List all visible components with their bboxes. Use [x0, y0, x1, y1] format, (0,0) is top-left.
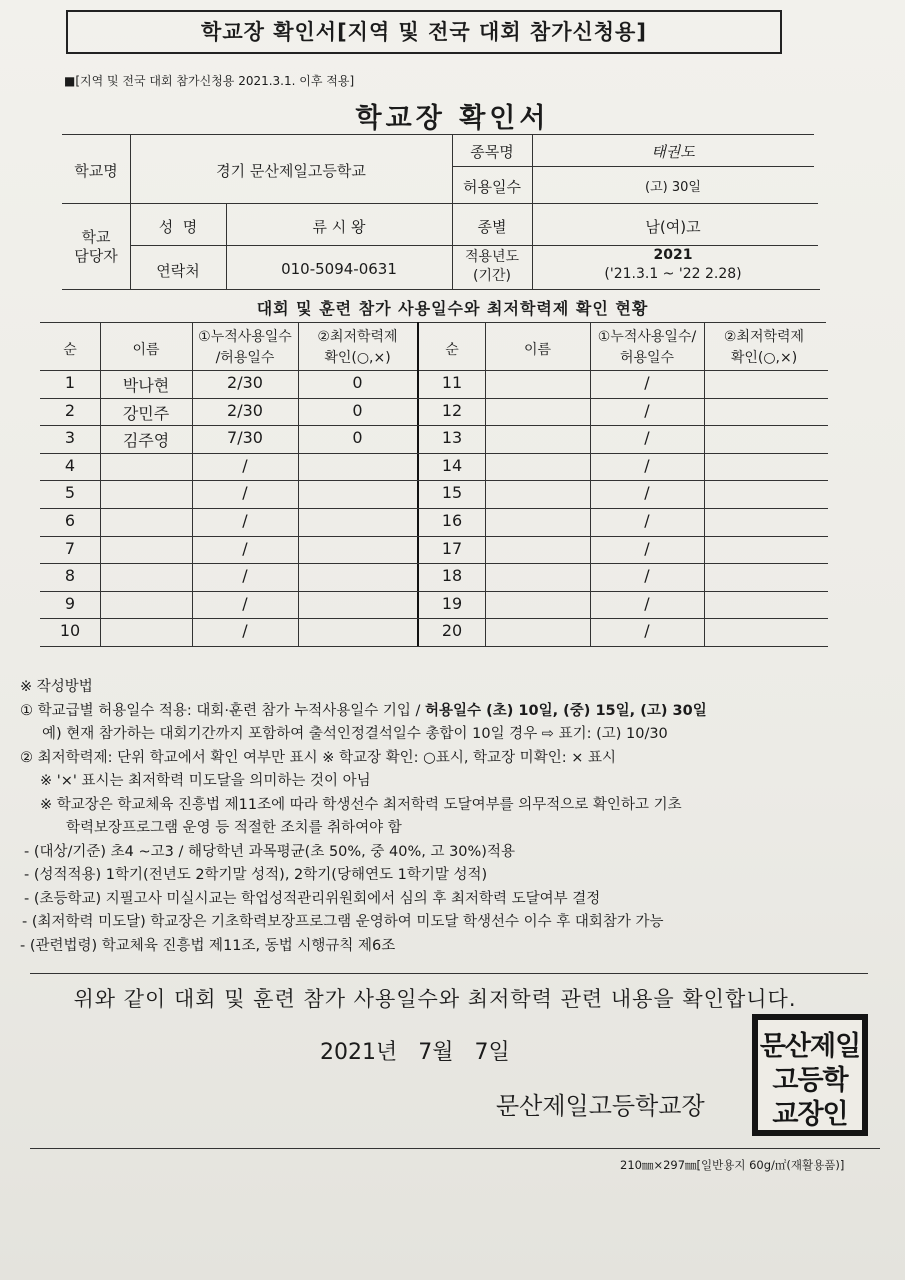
instruction-line-1 — [20, 700, 880, 724]
usage-row-line — [40, 480, 828, 481]
info-line-mid — [62, 203, 818, 204]
right-row-4-days: / — [644, 455, 650, 475]
right-row-2-no: 12 — [441, 400, 463, 420]
usage-vline-7 — [704, 322, 705, 646]
left-row-2-days: 2/30 — [227, 400, 263, 420]
right-row-1-days: / — [644, 373, 650, 392]
left-row-6-no: 6 — [64, 511, 76, 530]
instruction-line-1a: ① 학교급별 허용일수 적용: 대회·훈련 참가 누적사용일수 기입 / — [20, 702, 426, 719]
usage-row-line — [40, 508, 828, 509]
name-label: 성 명 — [158, 218, 198, 236]
seal-row-1: 문산제일 — [759, 1031, 861, 1062]
instruction-line-7: - (대상/기준) 초4 ~고3 / 해당학년 과목평균(초 50%, 중 40%, 고 30%)적용 — [24, 843, 515, 860]
right-row-5-days: / — [644, 483, 650, 503]
right-row-8-no: 18 — [441, 566, 463, 586]
usage-line-top — [40, 322, 826, 323]
manager-label: 학교 담당자 — [74, 228, 118, 265]
instructions-heading: ※ 작성방법 — [20, 679, 93, 695]
right-row-8-days: / — [644, 566, 650, 586]
instruction-line-6: 학력보장프로그램 운영 등 적절한 조치를 취하여야 함 — [66, 820, 402, 836]
left-row-8-days: / — [242, 566, 248, 586]
school-seal — [752, 1014, 868, 1136]
usage-vline-3 — [298, 322, 299, 646]
seal-row-2: 고등학 — [772, 1065, 848, 1096]
right-row-1-no: 11 — [441, 373, 463, 392]
name-value: 류 시 왕 — [312, 218, 366, 236]
right-row-4-no: 14 — [441, 455, 463, 475]
usage-line-header — [40, 370, 828, 371]
instruction-line-8: - (성적적용) 1학기(전년도 2학기말 성적), 2학기(당해연도 1학기말 성적) — [24, 867, 488, 883]
allowed-days-value: (고) 30일 — [645, 180, 701, 195]
instruction-line-3: ② 최저학력제: 단위 학교에서 확인 여부만 표시 ※ 학교장 확인: ○표시, 학교장 미확인: × 표시 — [20, 749, 616, 766]
header-name-right: 이름 — [523, 342, 552, 358]
instruction-line-10: - (최저학력 미도달) 학교장은 기초학력보장프로그램 운영하여 미도달 학생선수 이수 후 대회참가 가능 — [22, 914, 664, 930]
right-row-5-no: 15 — [441, 483, 463, 503]
right-row-6-days: / — [644, 511, 650, 530]
left-row-3-academic: 0 — [352, 428, 363, 448]
period-year: 2021 — [653, 247, 693, 263]
confirmation-date: 2021년 7월 7일 — [320, 1040, 510, 1065]
instruction-line-4: ※ '×' 표시는 최저학력 미도달을 의미하는 것이 아님 — [40, 773, 371, 789]
left-row-7-no: 7 — [64, 538, 76, 558]
usage-row-line — [40, 646, 828, 647]
right-row-7-days: / — [644, 538, 650, 558]
right-row-9-no: 19 — [441, 593, 463, 613]
confirmation-statement: 위와 같이 대회 및 훈련 참가 사용일수와 최저학력 관련 내용을 확인합니다. — [73, 987, 797, 1011]
header-no-left: 순 — [63, 342, 77, 358]
left-row-2-name: 강민주 — [122, 403, 170, 423]
paper-spec-footer: 210㎜×297㎜[일반용지 60g/㎡(재활용품)] — [620, 1158, 845, 1172]
allowed-days-label: 허용일수 — [463, 178, 521, 196]
gender-label: 종별 — [477, 218, 507, 236]
instruction-line-9: - (초등학교) 지필고사 미실시교는 학업성적관리위원회에서 심의 후 최저학력 도달여부 결정 — [24, 890, 601, 907]
right-row-6-no: 16 — [441, 511, 463, 530]
divider-confirm — [30, 973, 868, 974]
left-row-2-no: 2 — [64, 400, 76, 420]
header-academic-left: ②최저학력제 확인(○,×) — [317, 329, 398, 366]
contact-value: 010-5094-0631 — [281, 260, 397, 278]
right-row-7-no: 17 — [441, 538, 463, 558]
left-row-1-no: 1 — [64, 373, 76, 392]
left-row-1-name: 박나현 — [122, 376, 170, 395]
period-label: 적용년도 (기간) — [464, 249, 520, 284]
usage-row-line — [40, 453, 828, 454]
seal-row-3: 교장인 — [772, 1099, 848, 1130]
left-row-3-days: 7/30 — [227, 428, 263, 448]
gender-value: 남(여)고 — [645, 218, 701, 236]
document-title: 학교장 확인서 — [355, 103, 550, 134]
usage-row-line — [40, 536, 828, 537]
instruction-line-5: ※ 학교장은 학교체육 진흥법 제11조에 따라 학생선수 최저학력 도달여부를 의무적으로 확인하고 기초 — [40, 796, 682, 813]
left-row-1-academic: 0 — [352, 373, 363, 392]
sport-value: 태권도 — [651, 143, 695, 161]
left-row-3-name: 김주영 — [122, 431, 170, 451]
left-row-3-no: 3 — [64, 428, 76, 448]
usage-table-title: 대회 및 훈련 참가 사용일수와 최저학력제 확인 현황 — [256, 299, 649, 318]
left-row-6-days: / — [242, 511, 248, 530]
header-days-right: ①누적사용일수/ 허용일수 — [597, 329, 697, 366]
left-row-8-no: 8 — [64, 566, 76, 586]
left-row-5-days: / — [242, 483, 248, 503]
header-name-left: 이름 — [132, 342, 160, 358]
left-row-1-days: 2/30 — [227, 373, 263, 392]
left-row-7-days: / — [242, 538, 248, 558]
left-row-10-no: 10 — [59, 621, 81, 641]
school-label: 학교명 — [74, 162, 118, 180]
usage-row-line — [40, 563, 828, 564]
principal-signer: 문산제일고등학교장 — [496, 1092, 705, 1120]
usage-vline-1 — [100, 322, 101, 646]
usage-vline-5 — [485, 322, 486, 646]
instruction-line-11: - (관련법령) 학교체육 진흥법 제11조, 동법 시행규칙 제6조 — [20, 937, 396, 954]
header-box-title: 학교장 확인서[지역 및 전국 대회 참가신청용] — [66, 10, 782, 54]
left-row-5-no: 5 — [64, 483, 76, 503]
header-academic-right: ②최저학력제 확인(○,×) — [723, 329, 805, 366]
left-row-10-days: / — [242, 621, 248, 641]
left-row-4-no: 4 — [64, 455, 76, 475]
header-no-right: 순 — [445, 342, 459, 358]
right-row-9-days: / — [644, 593, 650, 613]
right-row-10-no: 20 — [441, 621, 463, 641]
right-row-10-days: / — [644, 621, 650, 641]
left-row-9-days: / — [242, 593, 248, 613]
left-row-4-days: / — [242, 455, 248, 475]
instruction-line-1b: 허용일수 (초) 10일, (중) 15일, (고) 30일 — [425, 702, 707, 719]
instructions — [20, 676, 880, 958]
usage-row-line — [40, 591, 828, 592]
contact-label: 연락처 — [156, 262, 200, 280]
header-days-left: ①누적사용일수 /허용일수 — [198, 329, 292, 366]
period-range: ('21.3.1 ~ '22 2.28) — [604, 266, 742, 282]
right-row-3-no: 13 — [441, 428, 463, 448]
right-row-2-days: / — [644, 400, 650, 420]
right-row-3-days: / — [644, 428, 650, 448]
usage-row-line — [40, 398, 828, 399]
info-line-top — [62, 134, 814, 135]
usage-row-line — [40, 425, 828, 426]
divider-footer — [30, 1148, 880, 1149]
usage-row-line — [40, 618, 828, 619]
info-line-contact — [130, 245, 818, 246]
sport-label: 종목명 — [470, 143, 514, 161]
instruction-line-2: 예) 현재 참가하는 대회기간까지 포함하여 출석인정결석일수 총합이 10일 경우 ⇨ 표기: (고) 10/30 — [42, 726, 668, 742]
application-notice: ■[지역 및 전국 대회 참가신청용 2021.3.1. 이후 적용] — [64, 74, 355, 88]
school-value: 경기 문산제일고등학교 — [216, 162, 366, 180]
info-line-bottom — [62, 289, 820, 290]
info-line-sport — [452, 166, 814, 167]
left-row-2-academic: 0 — [352, 400, 363, 420]
left-row-9-no: 9 — [64, 593, 76, 613]
